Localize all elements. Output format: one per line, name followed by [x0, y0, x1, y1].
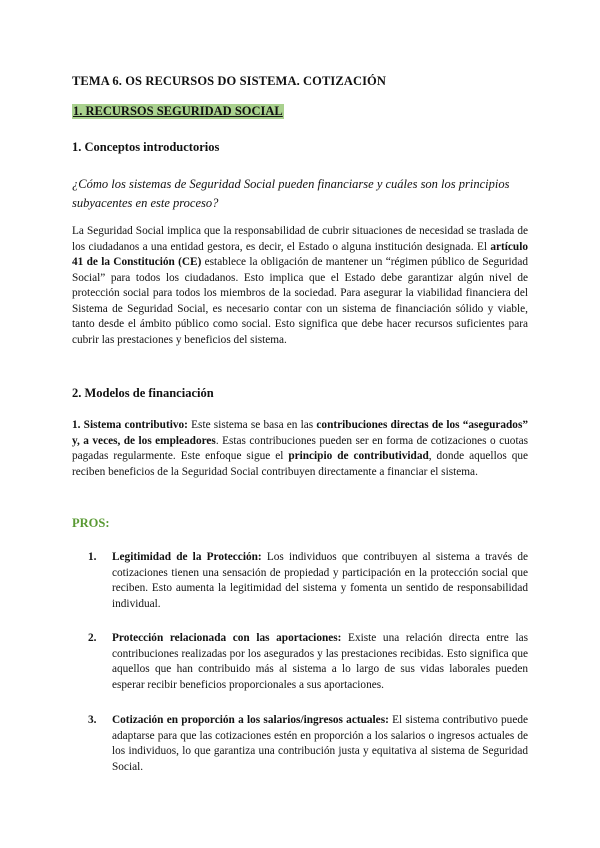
contributivo-text-2: . Estas contribuciones pueden ser en forma de cotizaciones o cuotas pagadas regularmente. Este enfoque sigue el	[72, 434, 528, 462]
list-item	[88, 713, 528, 775]
list-number: 3.	[88, 714, 97, 726]
list-item-text: Los individuos que contribuyen al sistema a través de cotizaciones tienen una sensación de propiedad y participación en la protección social que reciben. Esto aumenta la legitimidad del sistema y fomenta un sentido de responsabilidad individual.	[112, 551, 528, 610]
heading-modelos: 2. Modelos de financiación	[72, 386, 214, 400]
list-number: 2.	[88, 632, 97, 644]
contributivo-bold-2: contribuciones directas de los “asegurados” y, a veces, de los empleadores	[72, 419, 528, 447]
list-item-head: Cotización en proporción a los salarios/ingresos actuales:	[112, 714, 389, 726]
list-item	[88, 631, 528, 693]
intro-question: ¿Cómo los sistemas de Seguridad Social pueden financiarse y cuáles son los principios subyacentes en este proceso?	[72, 177, 510, 210]
intro-text-2: establece la obligación de mantener un “régimen público de Seguridad Social” para todos los ciudadanos. Esto implica que el Estado debe garantizar algún nivel de protección social para todos los miembros de la sociedad. Para asegurar la viabilidad financiera del Sistema de Seguridad Social, es necesario contar con un sistema de financiación sólido y viable, tanto desde el ámbito público como social. Esto significa que debe hacer recursos suficientes para cubrir las prestaciones y beneficios del sistema.	[72, 256, 528, 346]
contributivo-text-3: , donde aquellos que reciben beneficios de la Seguridad Social contribuyen directamente a financiar el sistema.	[72, 450, 529, 478]
list-number: 1.	[88, 551, 97, 563]
contributivo-paragraph	[72, 418, 528, 480]
page-title: TEMA 6. OS RECURSOS DO SISTEMA. COTIZACIÓN	[72, 74, 386, 88]
heading-conceptos: 1. Conceptos introductorios	[72, 140, 220, 154]
list-item-head: Protección relacionada con las aportaciones:	[112, 632, 342, 644]
contributivo-title: 1. Sistema contributivo:	[72, 419, 188, 431]
list-item-head: Legitimidad de la Protección:	[112, 551, 262, 563]
contributivo-bold-3: principio de contributividad	[288, 450, 429, 462]
list-item-text: El sistema contributivo puede adaptarse para que las cotizaciones estén en proporción a los salarios o ingresos actuales de los individuos, lo que garantiza una contribución justa y equitativa al sistema de Seguridad Social.	[112, 714, 529, 773]
intro-paragraph	[72, 224, 528, 348]
intro-text-1: La Seguridad Social implica que la responsabilidad de cubrir situaciones de necesidad se traslada de los ciudadanos a una entidad gestora, es decir, el Estado o alguna institución designada. El	[72, 225, 528, 253]
intro-article-ref: artículo 41 de la Constitución (CE)	[72, 240, 528, 268]
pros-label: PROS:	[72, 516, 110, 530]
contributivo-text-1: Este sistema se basa en las	[187, 419, 317, 431]
list-item	[88, 550, 528, 612]
section-heading: 1. RECURSOS SEGURIDAD SOCIAL	[73, 104, 283, 118]
list-item-text: Existe una relación directa entre las contribuciones realizadas por los asegurados y las prestaciones recibidas. Esto significa que aquellos que han contribuido más al sistema a lo largo de sus vidas laborales pueden esperar recibir beneficios proporcionales a sus aportaciones.	[112, 632, 528, 691]
